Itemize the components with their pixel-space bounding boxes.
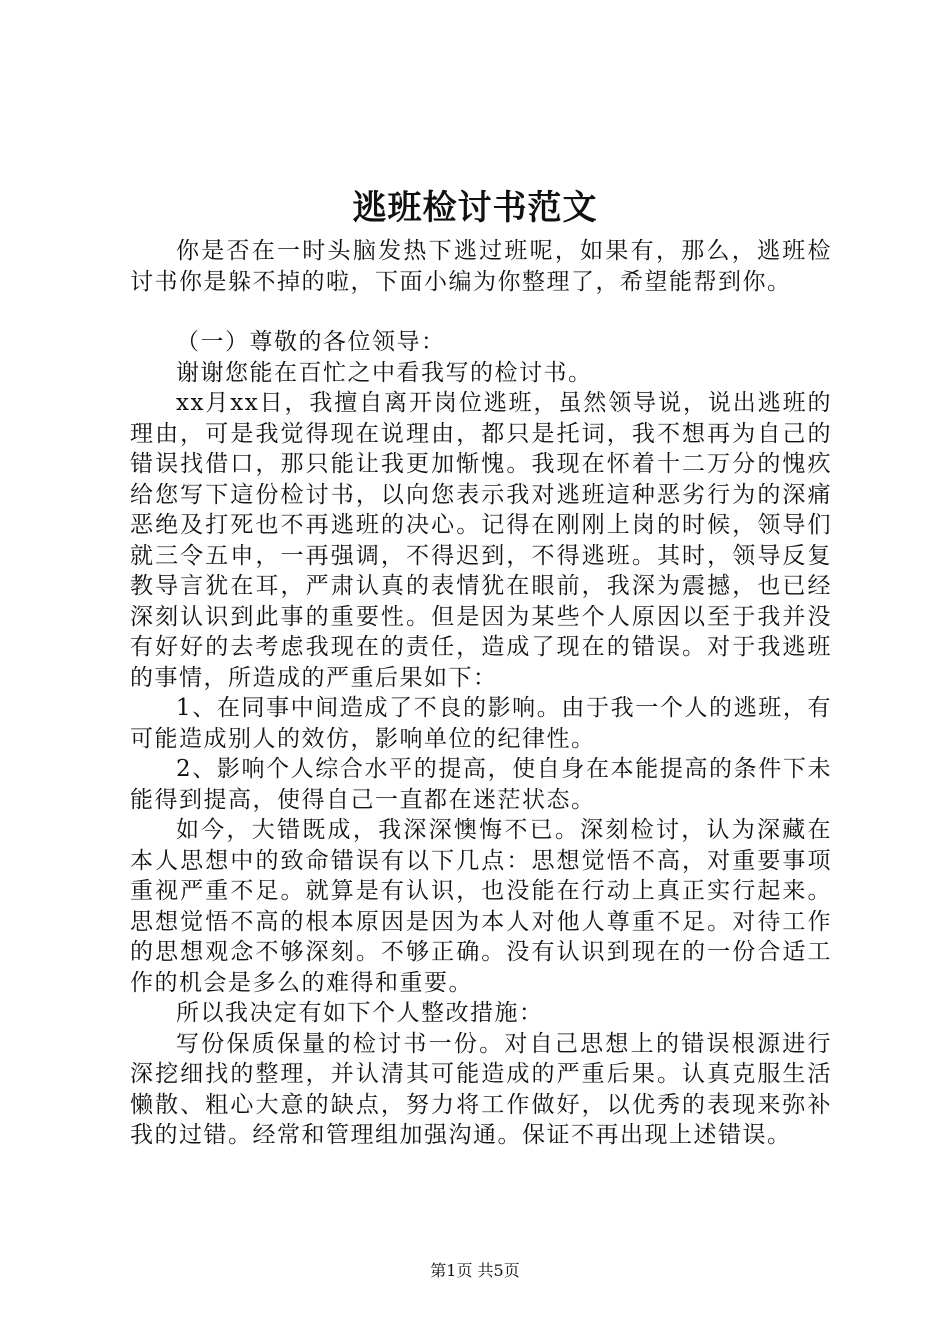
intro-paragraph: 你是否在一时头脑发热下逃过班呢，如果有，那么，逃班检讨书你是躲不掉的啦，下面小编为你整理了，希望能帮到你。 bbox=[130, 238, 832, 295]
body-paragraph: 如今，大错既成，我深深懊悔不已。深刻检讨，认为深藏在本人思想中的致命错误有以下几点：思想觉悟不高，对重要事项重视严重不足。就算是有认识，也没能在行动上真正实行起来。思想觉悟不高的根本原因是因为本人对他人尊重不足。对待工作的思想观念不够深刻。不够正确。没有认识到现在的一份合适工作的机会是多么的难得和重要。 bbox=[130, 817, 832, 996]
body-paragraph: 所以我决定有如下个人整改措施： bbox=[176, 1000, 544, 1026]
salutation: （一）尊敬的各位领导： bbox=[176, 329, 446, 355]
list-item: 2、影响个人综合水平的提高，使自身在本能提高的条件下未能得到提高，使得自己一直都在迷茫状态。 bbox=[130, 756, 832, 813]
document-body bbox=[130, 236, 832, 1151]
page-number-footer: 第1页 共5页 bbox=[430, 1261, 520, 1280]
body-paragraph: 谢谢您能在百忙之中看我写的检讨书。 bbox=[176, 359, 593, 386]
document-title: 逃班检讨书范文 bbox=[352, 188, 598, 228]
body-paragraph: xx月xx日，我擅自离开岗位逃班，虽然领导说，说出逃班的理由，可是我觉得现在说理由，都只是托词，我不想再为自己的错误找借口，那只能让我更加惭愧。我现在怀着十二万分的愧疚给您写下這份检讨书，以向您表示我对逃班這种恶劣行为的深痛恶绝及打死也不再逃班的决心。记得在刚刚上岗的时候，领导们就三令五申，一再强调，不得迟到，不得逃班。其时，领导反复教导言犹在耳，严肃认真的表情犹在眼前，我深为震撼，也已经深刻认识到此事的重要性。但是因为某些个人原因以至于我并没有好好的去考虑我现在的责任，造成了现在的错误。对于我逃班的事情，所造成的严重后果如下： bbox=[130, 390, 832, 691]
list-item: 1、在同事中间造成了不良的影响。由于我一个人的逃班，有可能造成别人的效仿，影响单位的纪律性。 bbox=[130, 695, 832, 752]
body-paragraph: 写份保质保量的检讨书一份。对自己思想上的错误根源进行深挖细找的整理，并认清其可能造成的严重后果。认真克服生活懒散、粗心大意的缺点，努力将工作做好，以优秀的表现来弥补我的过错。经常和管理组加强沟通。保证不再出现上述错误。 bbox=[130, 1030, 832, 1148]
